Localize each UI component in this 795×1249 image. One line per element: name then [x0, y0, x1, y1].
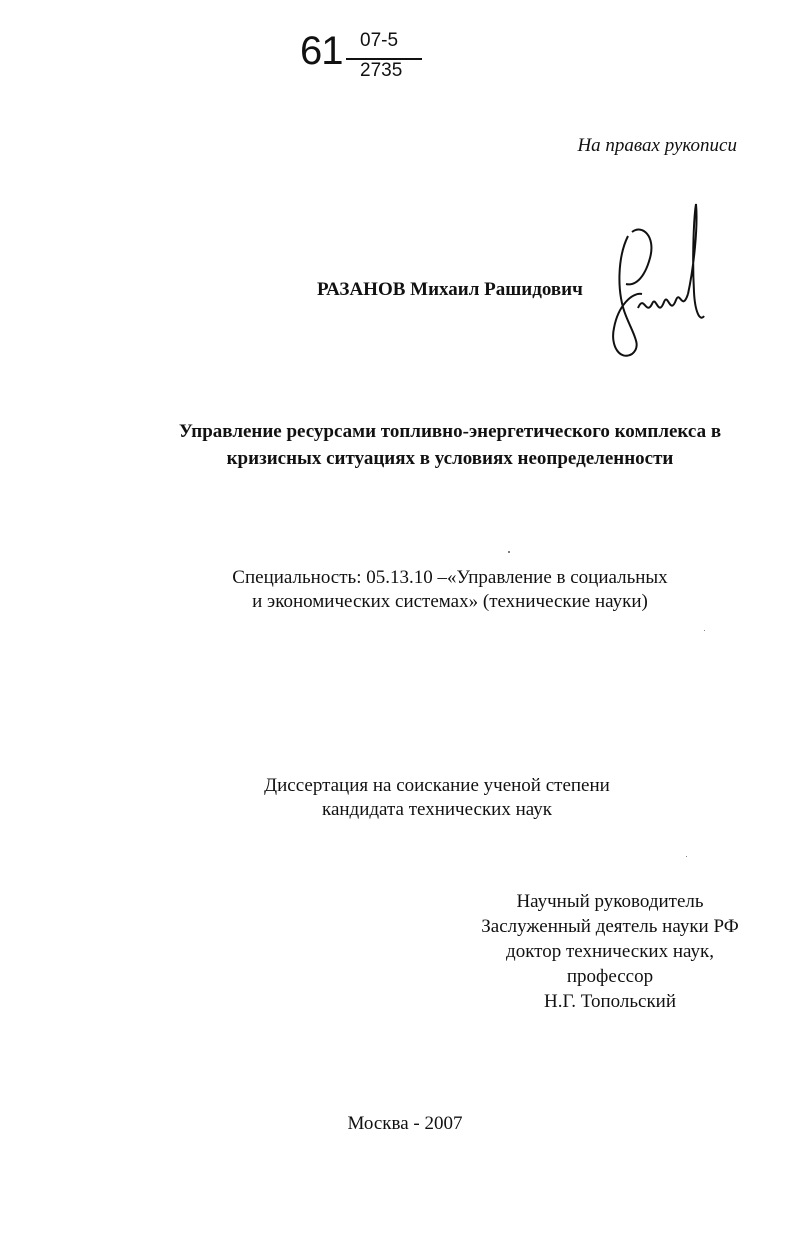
supervisor-line-5: Н.Г. Топольский [543, 991, 677, 1012]
stamp-bottom-number: 2735 [360, 60, 403, 81]
archive-stamp [300, 28, 430, 88]
supervisor-line-4: профессор [566, 966, 654, 987]
degree-line-1: Диссертация на соискание ученой степени [264, 775, 610, 796]
author-name: РАЗАНОВ Михаил Рашидович [317, 279, 583, 300]
specialty-block [200, 566, 700, 614]
specialty-line-2: и экономических системах» (технические науки) [252, 591, 648, 612]
manuscript-rights-note: На правах рукописи [577, 135, 737, 156]
specialty-line-1: Специальность: 05.13.10 –«Управление в социальных [232, 567, 668, 588]
city-year: Москва - 2007 [347, 1113, 463, 1134]
scan-speck [508, 551, 510, 553]
supervisor-block [450, 889, 770, 1014]
stamp-top-number: 07-5 [360, 30, 399, 51]
title-line-1: Управление ресурсами топливно-энергетического комплекса в [178, 421, 722, 442]
supervisor-line-1: Научный руководитель [516, 891, 704, 912]
supervisor-line-3: доктор технических наук, [506, 941, 714, 962]
supervisor-line-2: Заслуженный деятель науки РФ [481, 916, 739, 937]
title-line-2: кризисных ситуациях в условиях неопределенности [226, 448, 674, 469]
handwritten-signature [598, 196, 706, 364]
degree-line-2: кандидата технических наук [322, 799, 552, 820]
degree-statement [237, 774, 637, 822]
scan-speck [704, 630, 705, 631]
stamp-main-number: 61 [300, 29, 343, 73]
scan-speck [686, 856, 687, 857]
dissertation-title [140, 418, 760, 472]
